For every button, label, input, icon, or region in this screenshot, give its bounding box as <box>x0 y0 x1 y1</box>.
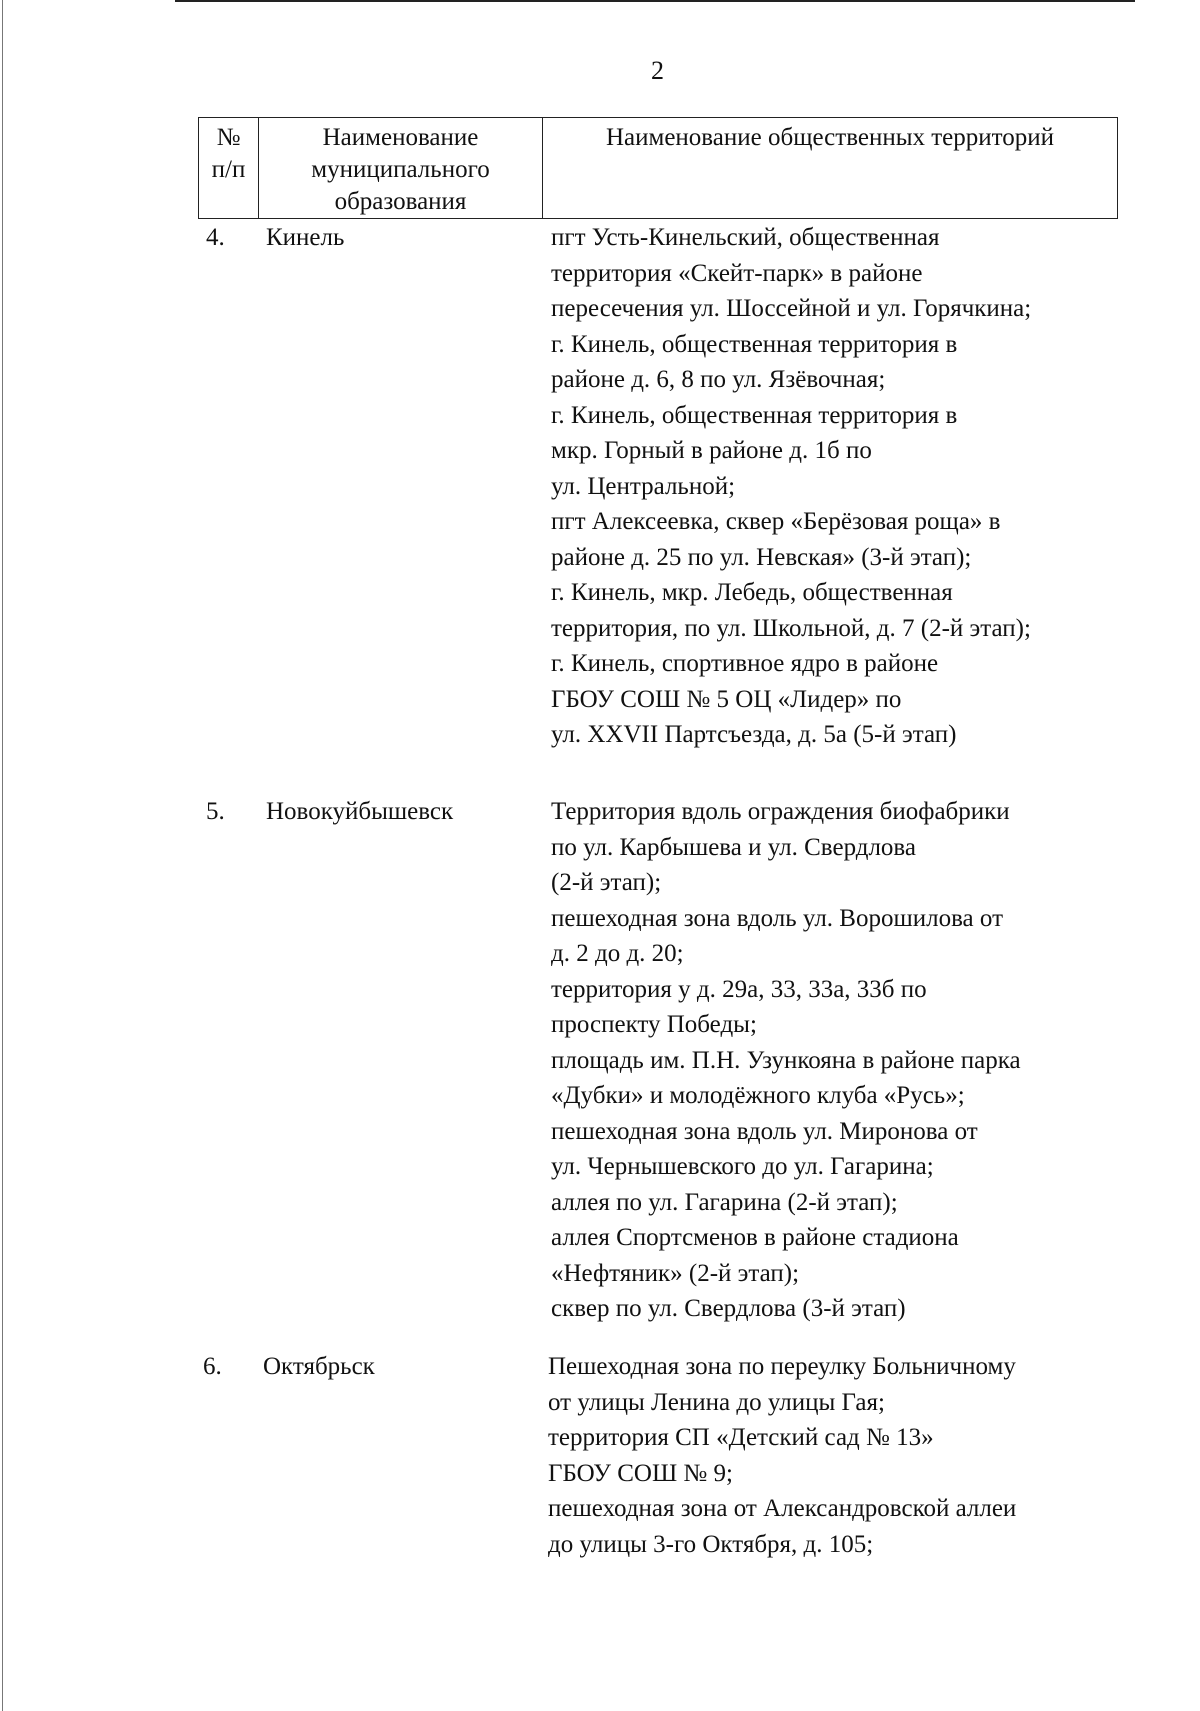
territory-line: мкр. Горный в районе д. 1б по <box>551 437 872 464</box>
territory-line: районе д. 6, 8 по ул. Язёвочная; <box>551 366 886 393</box>
header-cell-municipality <box>259 118 543 218</box>
header-territories-label: Наименование общественных территорий <box>605 124 1055 151</box>
territory-line: территория СП «Детский сад № 13» <box>548 1424 934 1451</box>
territory-list <box>551 220 1121 753</box>
territory-line: проспекту Победы; <box>551 1011 757 1038</box>
territory-line: пешеходная зона вдоль ул. Ворошилова от <box>551 904 1003 932</box>
row-number: 4. <box>206 224 225 251</box>
territory-line: (2-й этап); <box>551 869 662 896</box>
territory-line: территория, по ул. Школьной, д. 7 (2-й этап); <box>551 614 1031 642</box>
territory-line: ул. XXVII Партсъезда, д. 5а (5-й этап) <box>551 721 957 748</box>
row-number: 5. <box>206 798 225 825</box>
territory-line: пгт Алексеевка, сквер «Берёзовая роща» в <box>551 508 1001 535</box>
territory-line: «Дубки» и молодёжного клуба «Русь»; <box>551 1082 965 1109</box>
territory-line: ГБОУ СОШ № 5 ОЦ «Лидер» по <box>551 685 902 713</box>
page-number: 2 <box>651 56 664 85</box>
territory-line: г. Кинель, мкр. Лебедь, общественная <box>551 579 953 606</box>
territory-line: г. Кинель, спортивное ядро в районе <box>551 650 939 677</box>
territory-line: от улицы Ленина до улицы Гая; <box>548 1388 885 1416</box>
territory-line: районе д. 25 по ул. Невская» (3-й этап); <box>551 543 972 571</box>
territory-line: Пешеходная зона по переулку Больничному <box>548 1353 1016 1380</box>
territory-line: Территория вдоль ограждения биофабрики <box>551 798 1010 825</box>
territory-line: площадь им. П.Н. Узункояна в районе парка <box>551 1046 1021 1074</box>
territory-line: по ул. Карбышева и ул. Свердлова <box>551 833 917 861</box>
table-header <box>198 117 1118 219</box>
municipality-name: Кинель <box>266 224 345 251</box>
header-municipality-label: Наименование муниципального образования <box>311 124 490 215</box>
row-number: 6. <box>203 1353 222 1380</box>
municipality-name: Октябрьск <box>263 1353 375 1380</box>
header-number-label: № п/п <box>211 124 246 183</box>
territory-line: ул. Центральной; <box>551 472 736 500</box>
territory-line: г. Кинель, общественная территория в <box>551 330 958 358</box>
territory-line: г. Кинель, общественная территория в <box>551 401 958 429</box>
territory-line: ул. Чернышевского до ул. Гагарина; <box>551 1153 934 1180</box>
territory-line: д. 2 до д. 20; <box>551 940 684 967</box>
municipality-name: Новокуйбышевск <box>266 798 454 825</box>
territory-line: пересечения ул. Шоссейной и ул. Горячкина; <box>551 295 1032 322</box>
scan-edge-line <box>2 0 3 1711</box>
territory-line: сквер по ул. Свердлова (3-й этап) <box>551 1295 906 1322</box>
territory-line: пешеходная зона вдоль ул. Миронова от <box>551 1117 978 1145</box>
territory-line: территория у д. 29а, 33, 33а, 33б по <box>551 975 927 1003</box>
territory-line: пгт Усть-Кинельский, общественная <box>551 224 940 251</box>
header-cell-territories <box>543 118 1117 218</box>
territory-list <box>551 794 1121 1327</box>
territory-list <box>548 1349 1118 1562</box>
top-edge-rule <box>175 0 1135 2</box>
territory-line: пешеходная зона от Александровской аллеи <box>548 1495 1017 1522</box>
territory-line: до улицы 3-го Октября, д. 105; <box>548 1530 874 1558</box>
territory-line: ГБОУ СОШ № 9; <box>548 1459 733 1487</box>
territory-line: аллея по ул. Гагарина (2-й этап); <box>551 1188 898 1216</box>
territory-line: территория «Скейт-парк» в районе <box>551 259 923 287</box>
territory-line: аллея Спортсменов в районе стадиона <box>551 1224 959 1251</box>
header-cell-number <box>199 118 259 218</box>
territory-line: «Нефтяник» (2-й этап); <box>551 1259 800 1287</box>
